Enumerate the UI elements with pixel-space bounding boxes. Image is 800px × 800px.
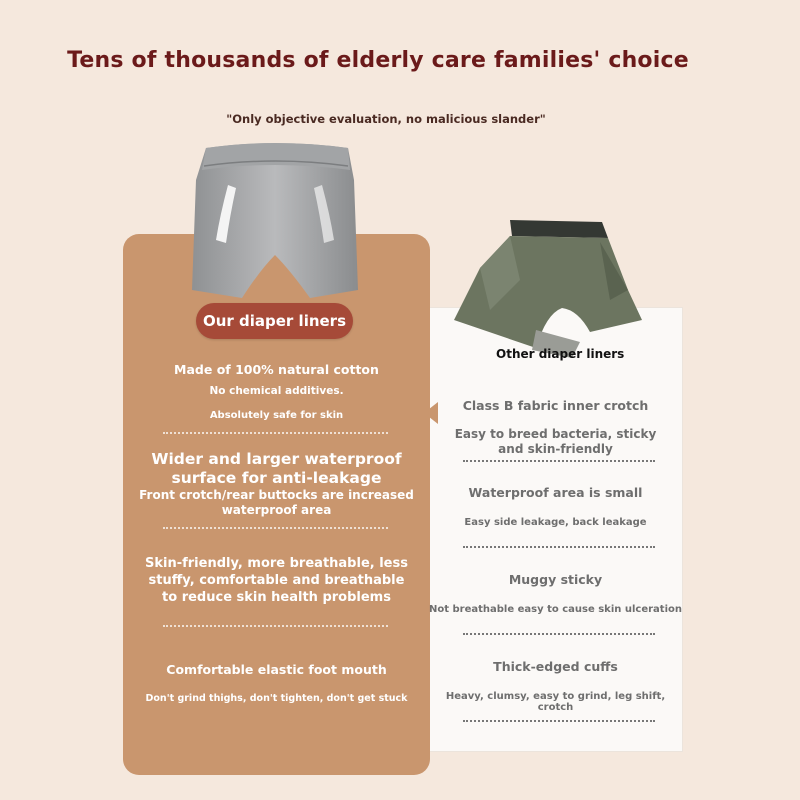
other-liners-label: Other diaper liners: [496, 347, 625, 361]
other-feature-4-heading: Thick-edged cuffs: [493, 659, 618, 674]
other-feature-3-heading: Muggy sticky: [508, 572, 603, 587]
other-feature-1-detail: Easy to breed bacteria, sticky: [454, 427, 657, 441]
other-feature-1-heading: Class B fabric inner crotch: [462, 398, 649, 413]
other-feature-4-detail: Heavy, clumsy, easy to grind, leg shift, crotch: [445, 691, 666, 713]
feature-3-heading: Skin-friendly, more breathable, less: [145, 556, 408, 571]
feature-2-heading: surface for anti-leakage: [171, 469, 382, 487]
divider: [463, 633, 655, 635]
other-feature-3-detail: Not breathable easy to cause skin ulceration: [428, 604, 682, 615]
feature-4-detail: Don't grind thighs, don't tighten, don't get stuck: [145, 693, 408, 704]
other-feature-2-heading: Waterproof area is small: [468, 485, 643, 500]
divider: [463, 460, 655, 462]
feature-4-heading: Comfortable elastic foot mouth: [166, 662, 387, 677]
other-feature-2-detail: Easy side leakage, back leakage: [464, 517, 647, 528]
feature-3-heading: to reduce skin health problems: [162, 590, 391, 605]
gray-briefs-image: [190, 140, 360, 300]
divider: [463, 720, 655, 722]
feature-1-detail: Absolutely safe for skin: [209, 410, 344, 421]
divider: [463, 546, 655, 548]
page-title: Tens of thousands of elderly care families' choice: [67, 48, 689, 73]
feature-2-detail: waterproof area: [221, 503, 332, 517]
our-liners-badge: Our diaper liners: [196, 303, 353, 339]
divider: [163, 625, 388, 627]
feature-2-detail: Front crotch/rear buttocks are increased: [139, 488, 414, 502]
page-subtitle: "Only objective evaluation, no malicious slander": [226, 112, 546, 126]
other-feature-1-detail: and skin-friendly: [498, 442, 613, 456]
divider: [163, 432, 388, 434]
feature-1-heading: Made of 100% natural cotton: [174, 362, 379, 377]
feature-1-detail: No chemical additives.: [209, 385, 344, 397]
feature-2-heading: Wider and larger waterproof: [151, 450, 402, 468]
feature-3-heading: stuffy, comfortable and breathable: [148, 573, 405, 588]
divider: [163, 527, 388, 529]
